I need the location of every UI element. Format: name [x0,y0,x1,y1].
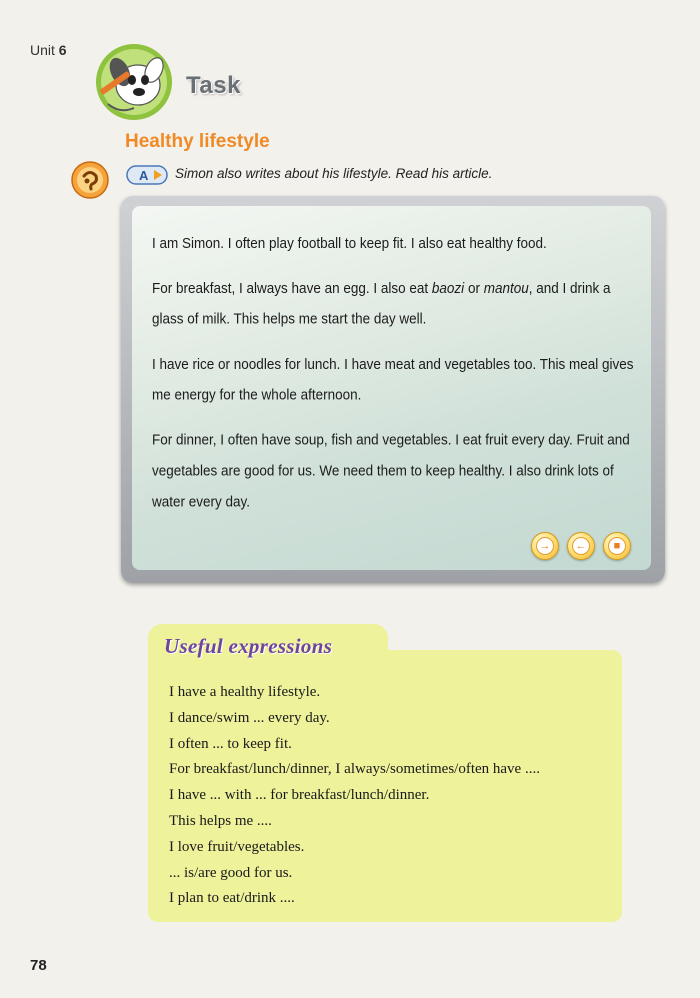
unit-label [30,42,67,58]
unit-prefix: Unit [30,42,55,58]
expression-item: I dance/swim ... every day. [169,709,330,726]
article-screen [132,206,651,570]
next-button[interactable] [531,532,559,560]
article-p2-end: , and I drink a glass of milk. This helps me start the day well. [152,279,611,327]
back-button[interactable] [567,532,595,560]
task-title: Task [186,72,241,99]
unit-number: 6 [58,42,67,58]
article-p2-or: or [464,279,484,297]
expression-item: I love fruit/vegetables. [169,838,305,855]
expression-item: I have a healthy lifestyle. [169,684,321,700]
article-body [152,228,644,532]
expressions-list [169,680,540,912]
part-letter: A [139,168,149,183]
arrow-left-icon: ← [572,537,590,555]
article-paragraph-3: I have rice or noodles for lunch. I have meat and vegetables too. This meal gives me energy for the whole afternoon. [152,355,634,403]
page-number: 78 [30,957,47,974]
media-controls [531,532,631,560]
expression-item: I have ... with ... for breakfast/lunch/dinner. [169,787,430,804]
stop-button[interactable] [603,532,631,560]
food-word-baozi: baozi [431,279,465,297]
section-title: Healthy lifestyle [125,131,270,152]
instruction-text: Simon also writes about his lifestyle. Read his article. [175,166,493,181]
expression-item: ... is/are good for us. [169,864,293,881]
expression-item: For breakfast/lunch/dinner, I always/sometimes/often have .... [169,761,540,778]
part-a-play-badge[interactable] [126,165,168,185]
article-paragraph-1: I am Simon. I often play football to keep fit. I also eat healthy food. [152,234,547,252]
article-paragraph-4: For dinner, I often have soup, fish and vegetables. I eat fruit every day. Fruit and vegetables are good for us. We need them to keep healthy. I also drink lots of water every day. [152,431,630,510]
expression-item: I often ... to keep fit. [169,735,292,752]
dog-mascot-icon [90,42,180,122]
article-screen-frame [121,196,665,583]
listen-icon[interactable] [70,160,110,200]
article-p2-start: For breakfast, I always have an egg. I also eat [152,279,432,297]
expression-item: I plan to eat/drink .... [169,890,295,907]
expression-item: This helps me .... [169,812,272,829]
article-paragraph-2 [152,273,644,335]
food-word-mantou: mantou [483,279,529,297]
arrow-right-icon: → [536,537,554,555]
useful-expressions-title: Useful expressions [164,634,333,658]
stop-icon: ■ [608,537,626,555]
